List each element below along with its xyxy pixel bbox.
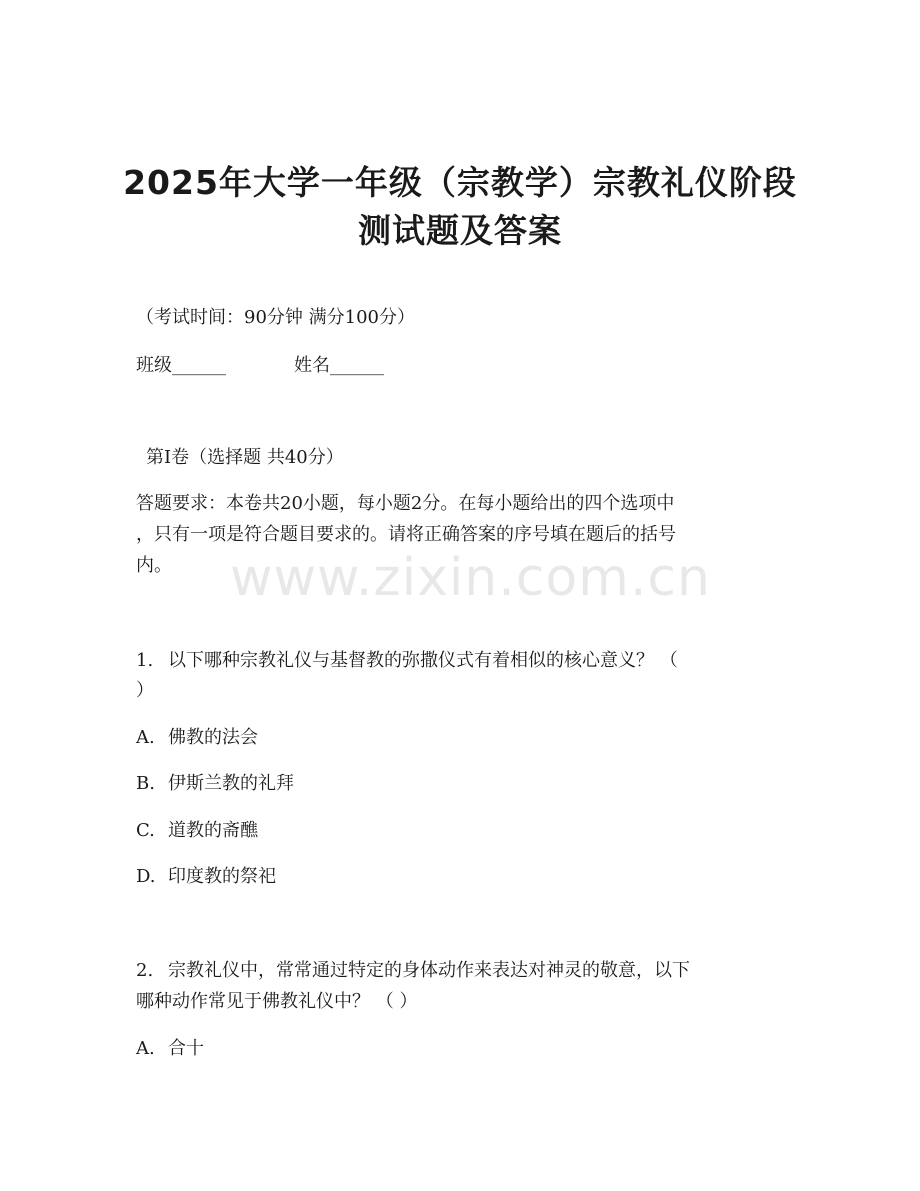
question-1-stem-line-2: ） bbox=[136, 680, 154, 701]
option-text: 伊斯兰教的礼拜 bbox=[168, 773, 294, 794]
question-number: 1. bbox=[136, 650, 154, 671]
option-letter: B. bbox=[136, 773, 155, 794]
question-2-stem-line-2: 哪种动作常见于佛教礼仪中？ （ ） bbox=[136, 991, 418, 1012]
class-field: 班级______ bbox=[136, 355, 226, 376]
option-letter: C. bbox=[136, 820, 155, 841]
document-title-line-2: 测试题及答案 bbox=[358, 211, 562, 250]
question-1-option-a bbox=[136, 723, 258, 749]
option-text: 佛教的法会 bbox=[168, 727, 258, 748]
question-number: 2. bbox=[136, 960, 154, 981]
document-title-line-1: 2025年大学一年级（宗教学）宗教礼仪阶段 bbox=[123, 163, 797, 202]
question-text: 以下哪种宗教礼仪与基督教的弥撒仪式有着相似的核心意义？ （ bbox=[168, 650, 678, 671]
question-1-option-b bbox=[136, 769, 294, 795]
question-1-option-c bbox=[136, 816, 258, 842]
name-field: 姓名______ bbox=[294, 355, 384, 376]
question-2-stem-line-1 bbox=[136, 956, 786, 982]
option-text: 合十 bbox=[168, 1038, 204, 1059]
exam-info: （考试时间：90分钟 满分100分） bbox=[136, 307, 415, 328]
section-title: 第I卷（选择题 共40分） bbox=[146, 447, 344, 468]
option-letter: D. bbox=[136, 866, 156, 887]
option-letter: A. bbox=[136, 727, 155, 748]
instructions-line-1: 答题要求：本卷共20小题，每小题2分。在每小题给出的四个选项中 bbox=[136, 493, 675, 514]
option-text: 印度教的祭祀 bbox=[168, 866, 276, 887]
question-1-stem-line-1 bbox=[136, 646, 786, 672]
question-2-option-a bbox=[136, 1034, 204, 1060]
question-text: 宗教礼仪中，常常通过特定的身体动作来表达对神灵的敬意，以下 bbox=[168, 960, 690, 981]
instructions-line-3: 内。 bbox=[136, 555, 172, 576]
question-1-option-d bbox=[136, 862, 276, 888]
option-letter: A. bbox=[136, 1038, 155, 1059]
instructions-line-2: ，只有一项是符合题目要求的。请将正确答案的序号填在题后的括号 bbox=[136, 524, 676, 545]
option-text: 道教的斋醮 bbox=[168, 820, 258, 841]
watermark: www.zixin.com.cn bbox=[230, 548, 711, 608]
